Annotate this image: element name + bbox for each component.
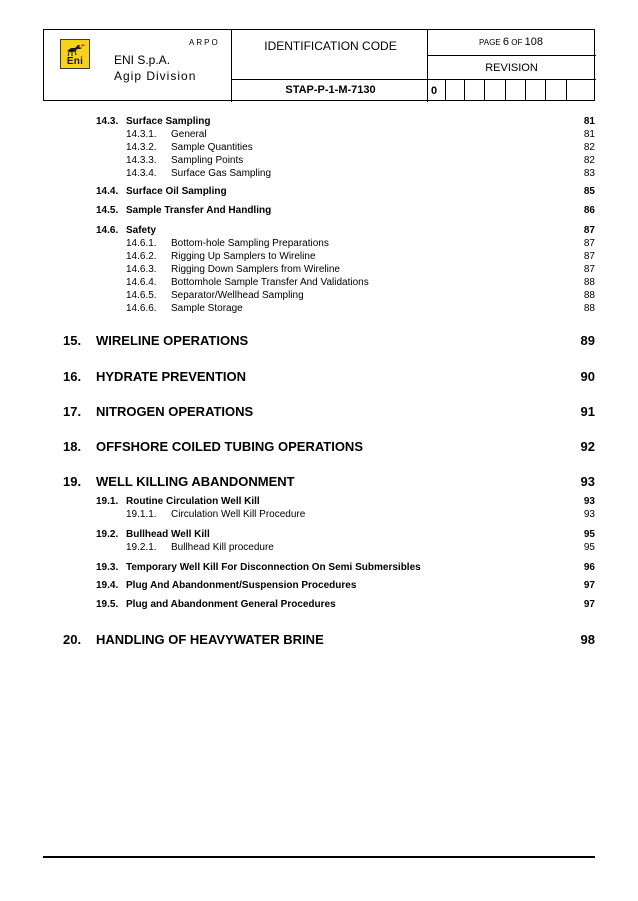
toc-entry-page: 97 [583, 580, 595, 591]
toc-entry-title: Rigging Up Samplers to Wireline [171, 251, 316, 262]
toc-entry-num: 14.3. [96, 116, 119, 127]
toc-entry-page: 91 [580, 404, 595, 419]
page-prefix: PAGE [479, 38, 501, 47]
toc-entry-title: Separator/Wellhead Sampling [171, 290, 304, 301]
toc-entry-title: WELL KILLING ABANDONMENT [96, 474, 295, 489]
toc-entry [0, 632, 638, 646]
toc-entry-title: Sample Quantities [171, 142, 253, 153]
toc-entry-num: 14.6.5. [126, 290, 157, 301]
toc-entry-page: 93 [583, 496, 595, 507]
toc-entry-page: 88 [583, 303, 595, 314]
toc-entry-title: Bullhead Kill procedure [171, 542, 274, 553]
toc-entry [0, 142, 638, 156]
toc-entry [0, 529, 638, 543]
toc-entry-title: Surface Oil Sampling [126, 186, 227, 197]
toc-entry-title: Circulation Well Kill Procedure [171, 509, 306, 520]
toc-entry-page: 97 [583, 599, 595, 610]
toc-entry-page: 81 [583, 116, 595, 127]
toc-entry [0, 205, 638, 219]
toc-entry [0, 509, 638, 523]
toc-entry-page: 88 [583, 277, 595, 288]
toc-entry-page: 98 [580, 632, 595, 647]
page-total: 108 [524, 36, 543, 48]
toc-entry [0, 369, 638, 383]
toc-entry-title: General [171, 129, 207, 140]
toc-entry-num: 18. [63, 439, 82, 454]
toc-entry-page: 86 [583, 205, 595, 216]
toc-entry-title: Plug and Abandonment General Procedures [126, 599, 336, 610]
toc-entry-num: 19.4. [96, 580, 119, 591]
toc-entry-page: 93 [583, 509, 595, 520]
toc-entry-page: 87 [583, 225, 595, 236]
arpo-label: ARPO [189, 38, 220, 47]
toc-entry [0, 168, 638, 182]
toc-entry-num: 14.3.3. [126, 155, 157, 166]
toc-entry-num: 14.6.6. [126, 303, 157, 314]
toc-entry [0, 496, 638, 510]
toc-entry-num: 19.1. [96, 496, 119, 507]
toc-entry-num: 14.5. [96, 205, 119, 216]
toc-entry-page: 82 [583, 155, 595, 166]
toc-entry-title: Bottomhole Sample Transfer And Validations [171, 277, 369, 288]
toc-entry [0, 474, 638, 488]
toc-entry-page: 82 [583, 142, 595, 153]
toc-entry [0, 129, 638, 143]
toc-entry-num: 14.6.3. [126, 264, 157, 275]
toc-entry [0, 599, 638, 613]
identification-code-label: IDENTIFICATION CODE [264, 39, 397, 53]
toc-entry-title: Sampling Points [171, 155, 244, 166]
toc-entry-num: 19.2.1. [126, 542, 157, 553]
toc-entry-title: Safety [126, 225, 157, 236]
toc-entry [0, 333, 638, 347]
toc-entry-page: 83 [583, 168, 595, 179]
toc-entry [0, 116, 638, 130]
toc-entry [0, 404, 638, 418]
toc-entry [0, 186, 638, 200]
toc-entry-num: 19.1.1. [126, 509, 157, 520]
toc-entry-page: 87 [583, 238, 595, 249]
toc-entry [0, 238, 638, 252]
toc-entry [0, 225, 638, 239]
toc-entry-page: 95 [583, 529, 595, 540]
revision-number: 0 [431, 85, 438, 97]
toc-entry-num: 14.3.2. [126, 142, 157, 153]
toc-entry-num: 19.2. [96, 529, 119, 540]
toc-entry-num: 14.4. [96, 186, 119, 197]
division-name: Agip Division [114, 69, 197, 83]
toc-entry-title: HANDLING OF HEAVYWATER BRINE [96, 632, 324, 647]
logo-text: Eni [66, 56, 84, 67]
toc-entry-num: 14.6.2. [126, 251, 157, 262]
toc-entry-num: 19.3. [96, 562, 119, 573]
toc-entry [0, 303, 638, 317]
toc-entry-num: 14.6. [96, 225, 119, 236]
toc-entry-page: 88 [583, 290, 595, 301]
page-of: OF [511, 38, 523, 47]
toc-entry-page: 90 [580, 369, 595, 384]
toc-entry-num: 19. [63, 474, 82, 489]
toc-entry [0, 264, 638, 278]
toc-entry-title: Sample Transfer And Handling [126, 205, 272, 216]
toc-entry-title: Surface Sampling [126, 116, 211, 127]
toc-entry-title: Bottom-hole Sampling Preparations [171, 238, 329, 249]
toc-entry-title: Rigging Down Samplers from Wireline [171, 264, 340, 275]
toc-entry [0, 277, 638, 291]
toc-entry [0, 542, 638, 556]
company-name: ENI S.p.A. [114, 53, 171, 67]
toc-entry-num: 14.6.1. [126, 238, 157, 249]
toc-entry-num: 14.6.4. [126, 277, 157, 288]
toc-entry [0, 155, 638, 169]
revision-label: REVISION [485, 62, 538, 74]
toc-entry-page: 96 [583, 562, 595, 573]
toc-entry-page: 89 [580, 333, 595, 348]
toc-entry-page: 81 [583, 129, 595, 140]
page-current: 6 [502, 36, 509, 48]
toc-entry-page: 87 [583, 251, 595, 262]
toc-entry [0, 562, 638, 576]
toc-entry [0, 251, 638, 265]
toc-entry-title: NITROGEN OPERATIONS [96, 404, 254, 419]
footer-rule [43, 856, 595, 858]
toc-entry-title: Routine Circulation Well Kill [126, 496, 260, 507]
toc-entry-num: 14.3.4. [126, 168, 157, 179]
toc-entry-num: 17. [63, 404, 82, 419]
toc-entry-title: WIRELINE OPERATIONS [96, 333, 249, 348]
toc-entry-page: 85 [583, 186, 595, 197]
toc-entry-num: 16. [63, 369, 82, 384]
toc-entry-page: 95 [583, 542, 595, 553]
document-code: STAP-P-1-M-7130 [285, 84, 376, 96]
toc-entry-num: 19.5. [96, 599, 119, 610]
toc-entry-title: OFFSHORE COILED TUBING OPERATIONS [96, 439, 363, 454]
toc-entry-page: 93 [580, 474, 595, 489]
toc-entry-title: Sample Storage [171, 303, 243, 314]
toc-entry-title: HYDRATE PREVENTION [96, 369, 246, 384]
toc-entry-num: 20. [63, 632, 82, 647]
toc-entry-title: Bullhead Well Kill [126, 529, 210, 540]
toc-entry [0, 290, 638, 304]
toc-entry [0, 439, 638, 453]
toc-entry-title: Temporary Well Kill For Disconnection On Semi Submersibles [126, 562, 421, 573]
toc-entry-page: 87 [583, 264, 595, 275]
toc-entry-title: Plug And Abandonment/Suspension Procedures [126, 580, 357, 591]
toc-entry-page: 92 [580, 439, 595, 454]
toc-entry-num: 15. [63, 333, 82, 348]
toc-entry-title: Surface Gas Sampling [171, 168, 272, 179]
toc-entry [0, 580, 638, 594]
toc-entry-num: 14.3.1. [126, 129, 157, 140]
